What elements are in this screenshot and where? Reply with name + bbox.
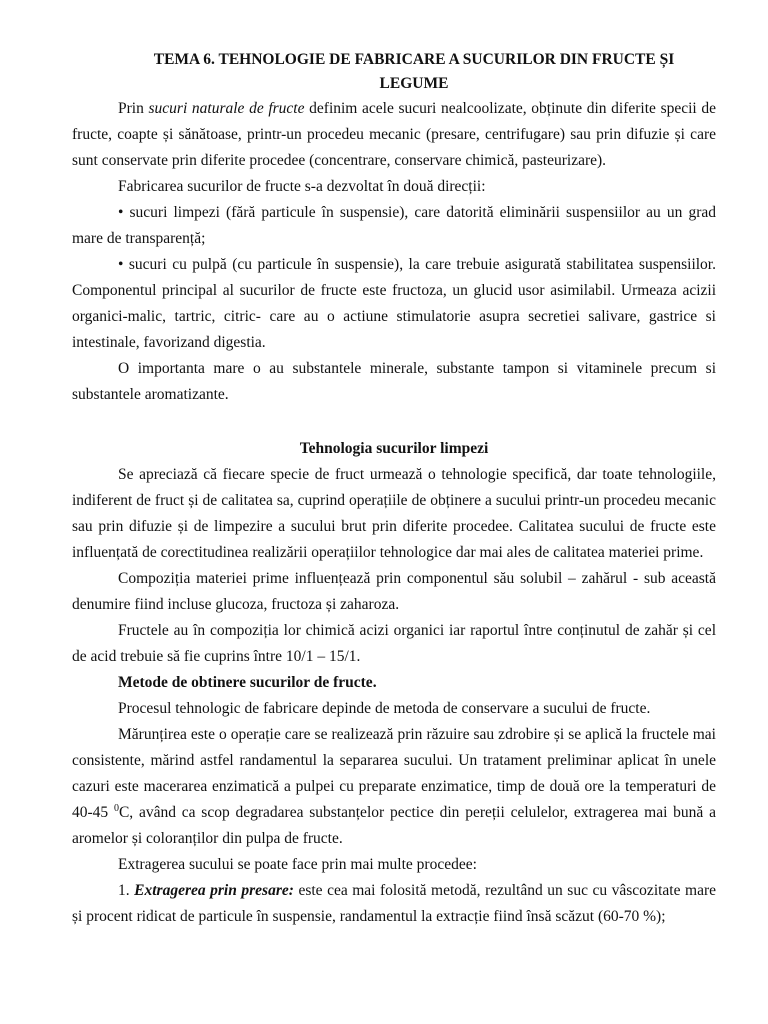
- list-number: 1.: [118, 882, 135, 899]
- section-paragraph-composition: Compoziția materiei prime influențează prin componentul său solubil – zahărul - sub această denumire fiind incluse glucoza, fructoza și zaharoza.: [72, 570, 716, 613]
- title-line-2: LEGUME: [379, 75, 449, 92]
- text-run: C, având ca scop degradarea substanțelor pectice din pereții celulelor, extragerea mai bună a aromelor și coloranților din pulpa de fructe.: [72, 804, 716, 847]
- section-paragraph-acids: Fructele au în compoziția lor chimică acizi organici iar raportul între conținutul de zahăr și cel de acid trebuie să fie cuprins între 10/1 – 15/1.: [72, 622, 716, 665]
- bullet-pulp-juices: • sucuri cu pulpă (cu particule în suspensie), la care trebuie asigurată stabilitatea suspensiilor. Componentul principal al sucurilor de fructe este fructoza, un glucid usor asimilabil. Urmeaza acizii organici-malic, tartric, citric- care au o actiune stimulatorie asupra secretiei salivare, gastrice si intestinale, favorizand digestia.: [72, 256, 716, 351]
- methods-heading: Metode de obtinere sucurilor de fructe.: [118, 674, 377, 691]
- degree-superscript: 0: [113, 803, 119, 814]
- defined-term: sucuri naturale de fructe: [148, 100, 305, 117]
- section-paragraph-grinding: [72, 722, 716, 852]
- text-run: Prin: [118, 100, 149, 117]
- text-run: definim acele sucuri nealcoolizate, obținute din diferite specii de fructe, coapte și sănătoase, printr-un procedeu mecanic (presare, centrifugare) sau prin difuzie și care sunt conservate prin diferite procedee (concentrare, conservare chimică, pasteurizare).: [72, 100, 717, 169]
- document-title: [72, 48, 716, 96]
- intro-definition-paragraph: [72, 96, 716, 174]
- section-heading: Tehnologia sucurilor limpezi: [299, 440, 489, 457]
- bullet-clear-juices: • sucuri limpezi (fără particule în suspensie), care datorită eliminării suspensiilor au un grad mare de transparență;: [72, 204, 716, 247]
- section-paragraph-technology: Se apreciază că fiecare specie de fruct urmează o tehnologie specifică, dar toate tehnologiile, indiferent de fruct și de calitatea sa, cuprind operațiile de obținere a sucului printr-un procedeu mecanic sau prin difuzie și de limpezire a sucului brut prin diferite procedee. Calitatea sucului de fructe este influențată de corectitudinea realizării operațiilor tehnologice dar mai ales de calitatea materiei prime.: [72, 466, 716, 561]
- intro-directions-paragraph: Fabricarea sucurilor de fructe s-a dezvoltat în două direcții:: [118, 178, 486, 195]
- pressing-term: Extragerea prin presare:: [134, 882, 294, 899]
- title-line-1: TEMA 6. TEHNOLOGIE DE FABRICARE A SUCURILOR DIN FRUCTE ȘI: [153, 51, 675, 68]
- section-paragraph-pressing: [72, 878, 716, 930]
- section-paragraph-process: Procesul tehnologic de fabricare depinde de metoda de conservare a sucului de fructe.: [118, 700, 651, 717]
- text-run: este cea mai folosită metodă, rezultând un suc cu vâscozitate mare și procent ridicat de particule în suspensie, randamentul la extracție fiind însă scăzut (60-70 %);: [72, 882, 717, 925]
- text-run: Mărunțirea este o operație care se realizează prin răzuire sau zdrobire și se aplică la fructele mai consistente, mărind astfel randamentul la separarea sucului. Un tratament preliminar aplicat în unele cazuri este macerarea enzimatică a pulpei cu preparate enzimatice, timp de două ore la temperaturi de 40-45: [72, 726, 716, 821]
- intro-minerals-paragraph: O importanta mare o au substantele minerale, substante tampon si vitaminele precum si substantele aromatizante.: [72, 360, 716, 403]
- section-paragraph-extraction: Extragerea sucului se poate face prin mai multe procedee:: [118, 856, 477, 873]
